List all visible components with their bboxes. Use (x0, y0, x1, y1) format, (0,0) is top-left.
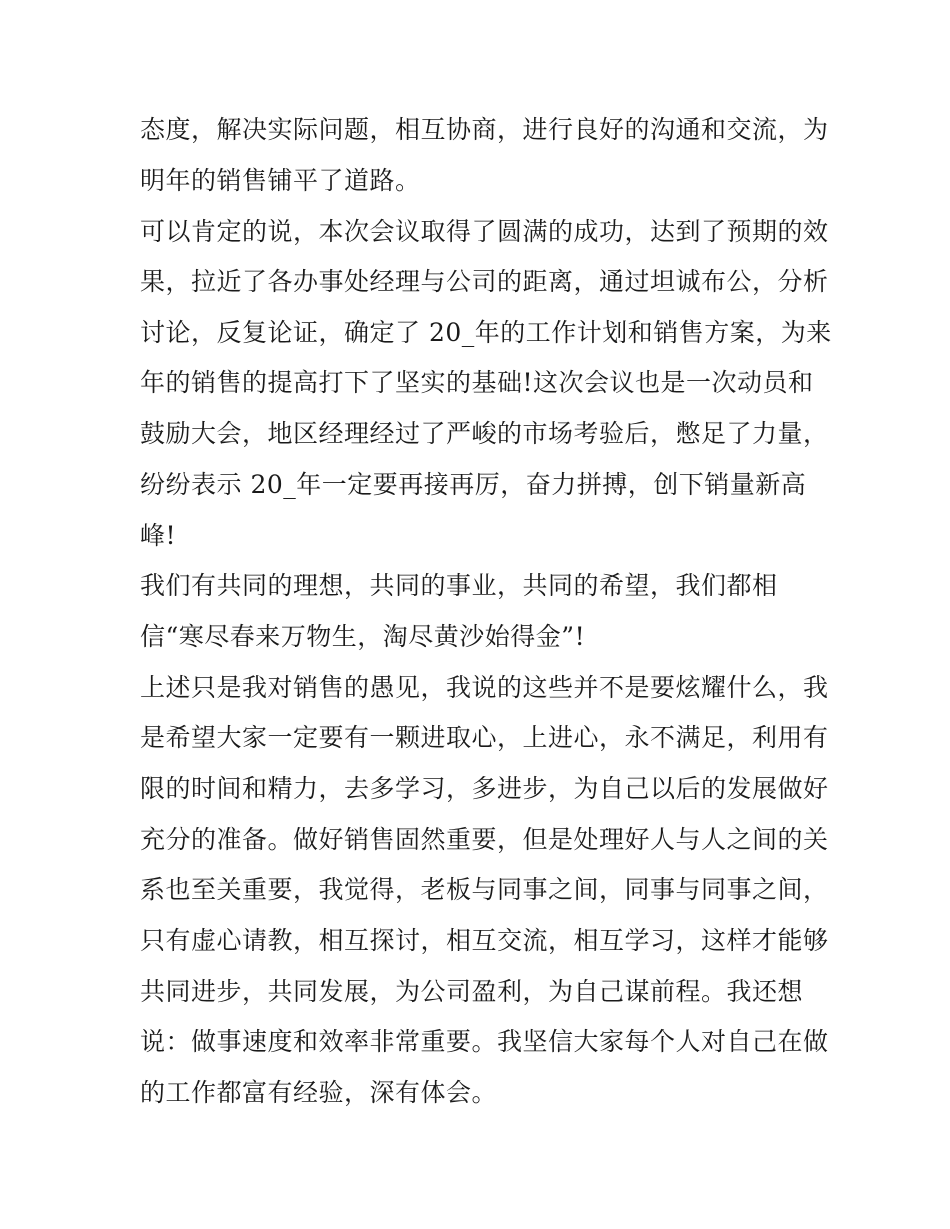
text-line: 限的时间和精力，去多学习，多进步，为自己以后的发展做好 (140, 774, 829, 803)
text-line: 纷纷表示 20_年一定要再接再厉，奋力拼搏，创下销量新高 (140, 470, 807, 499)
text-line: 讨论，反复论证，确定了 20_年的工作计划和销售方案，为来 (140, 318, 832, 347)
text-line: 充分的准备。做好销售固然重要，但是处理好人与人之间的关 (140, 825, 829, 854)
text-line: 只有虚心请教，相互探讨，相互交流，相互学习，这样才能够 (140, 926, 829, 955)
text-line: 上述只是我对销售的愚见，我说的这些并不是要炫耀什么，我 (140, 673, 829, 702)
text-line: 共同进步，共同发展，为公司盈利，为自己谋前程。我还想 (140, 977, 804, 1006)
text-line: 态度，解决实际问题，相互协商，进行良好的沟通和交流，为 (140, 115, 829, 144)
text-line: 明年的销售铺平了道路。 (140, 166, 421, 195)
text-line: 我们有共同的理想，共同的事业，共同的希望，我们都相 (140, 571, 778, 600)
text-line: 是希望大家一定要有一颗进取心，上进心，永不满足，利用有 (140, 723, 829, 752)
text-line: 说：做事速度和效率非常重要。我坚信大家每个人对自己在做 (140, 1027, 829, 1056)
text-line: 系也至关重要，我觉得，老板与同事之间，同事与同事之间， (140, 875, 829, 904)
text-line: 可以肯定的说，本次会议取得了圆满的成功，达到了预期的效 (140, 217, 829, 246)
text-line: 鼓励大会，地区经理经过了严峻的市场考验后，憋足了力量， (140, 419, 829, 448)
text-line: 年的销售的提高打下了坚实的基础!这次会议也是一次动员和 (140, 368, 814, 397)
text-line: 果，拉近了各办事处经理与公司的距离，通过坦诚布公，分析 (140, 267, 829, 296)
text-line: 的工作都富有经验，深有体会。 (140, 1078, 498, 1107)
text-line: 峰! (140, 521, 177, 550)
text-line: 信“寒尽春来万物生，淘尽黄沙始得金”! (140, 622, 586, 651)
